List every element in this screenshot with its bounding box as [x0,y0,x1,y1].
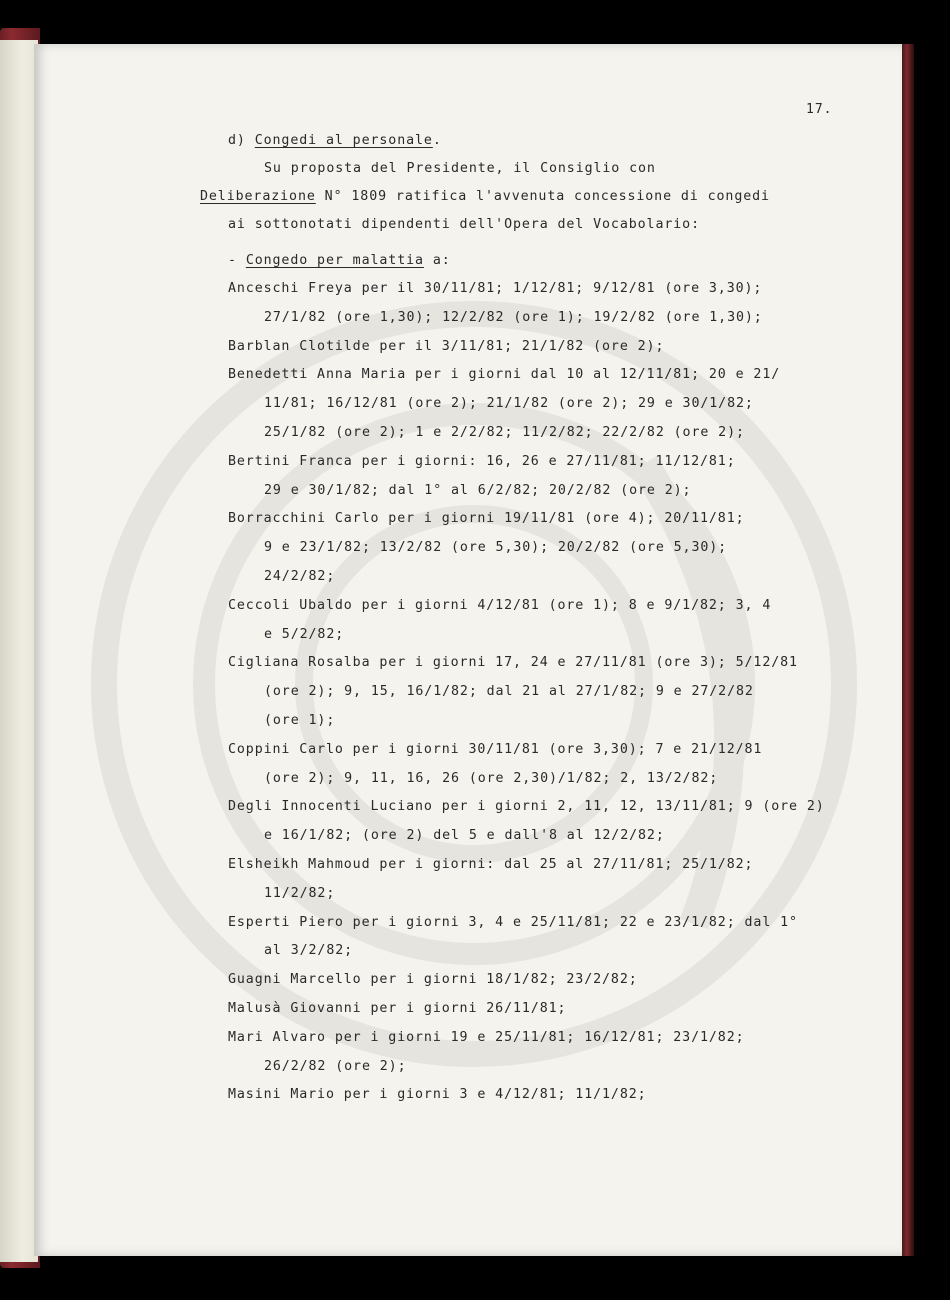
entry-line: Mari Alvaro per i giorni 19 e 25/11/81; 16/12/81; 23/1/82; [228,1030,745,1045]
deliberazione-label: Deliberazione [200,189,316,204]
entry-line: Benedetti Anna Maria per i giorni dal 10 al 12/11/81; 20 e 21/ [228,367,781,382]
entry-continuation-line: 11/81; 16/12/81 (ore 2); 21/1/82 (ore 2); 29 e 30/1/82; [264,396,754,411]
subsection-heading: - Congedo per malattia a: [228,253,451,268]
document-page [34,44,902,1256]
entry-line: Guagni Marcello per i giorni 18/1/82; 23/2/82; [228,972,638,987]
intro-line-3: ai sottonotati dipendenti dell'Opera del Vocabolario: [228,217,700,232]
entry-line: Barblan Clotilde per il 3/11/81; 21/1/82 (ore 2); [228,339,665,354]
entry-continuation-line: 27/1/82 (ore 1,30); 12/2/82 (ore 1); 19/2/82 (ore 1,30); [264,310,763,325]
entry-line: Anceschi Freya per il 30/11/81; 1/12/81; 9/12/81 (ore 3,30); [228,281,763,296]
entry-continuation-line: (ore 2); 9, 15, 16/1/82; dal 21 al 27/1/82; 9 e 27/2/82 [264,684,754,699]
entry-continuation-line: (ore 1); [264,713,336,728]
entry-continuation-line: 11/2/82; [264,886,336,901]
entry-continuation-line: 24/2/82; [264,569,336,584]
left-page-edge [0,40,38,1262]
entry-line: Malusà Giovanni per i giorni 26/11/81; [228,1001,567,1016]
entry-continuation-line: (ore 2); 9, 11, 16, 26 (ore 2,30)/1/82; 2, 13/2/82; [264,771,719,786]
heading-title: Congedi al personale [254,133,433,148]
entry-line: Ceccoli Ubaldo per i giorni 4/12/81 (ore 1); 8 e 9/1/82; 3, 4 [228,598,772,613]
intro-line-1: Su proposta del Presidente, il Consiglio con [264,161,656,176]
entry-continuation-line: 29 e 30/1/82; dal 1° al 6/2/82; 20/2/82 (ore 2); [264,483,692,498]
entry-line: Cigliana Rosalba per i giorni 17, 24 e 27/11/81 (ore 3); 5/12/81 [228,655,798,670]
book-cover-right [900,44,914,1256]
entry-continuation-line: e 5/2/82; [264,627,345,642]
entry-line: Masini Mario per i giorni 3 e 4/12/81; 11/1/82; [228,1087,647,1102]
entry-continuation-line: 9 e 23/1/82; 13/2/82 (ore 5,30); 20/2/82 (ore 5,30); [264,540,728,555]
entry-continuation-line: 26/2/82 (ore 2); [264,1059,407,1074]
entry-line: Elsheikh Mahmoud per i giorni: dal 25 al 27/11/81; 25/1/82; [228,857,754,872]
entry-line: Degli Innocenti Luciano per i giorni 2, 11, 12, 13/11/81; 9 (ore 2) [228,799,825,814]
intro-line-2: Deliberazione N° 1809 ratifica l'avvenuta concessione di congedi [200,189,770,204]
entry-continuation-line: al 3/2/82; [264,943,354,958]
entry-line: Bertini Franca per i giorni: 16, 26 e 27/11/81; 11/12/81; [228,454,736,469]
entry-continuation-line: e 16/1/82; (ore 2) del 5 e dall'8 al 12/2/82; [264,828,665,843]
entry-continuation-line: 25/1/82 (ore 2); 1 e 2/2/82; 11/2/82; 22/2/82 (ore 2); [264,425,745,440]
page-number: 17. [806,102,833,117]
entry-line: Esperti Piero per i giorni 3, 4 e 25/11/81; 22 e 23/1/82; dal 1° [228,915,798,930]
section-heading: d) Congedi al personale. [228,133,442,148]
entry-line: Coppini Carlo per i giorni 30/11/81 (ore 3,30); 7 e 21/12/81 [228,742,763,757]
entry-line: Borracchini Carlo per i giorni 19/11/81 (ore 4); 20/11/81; [228,511,745,526]
subsection-title: Congedo per malattia [245,253,424,268]
